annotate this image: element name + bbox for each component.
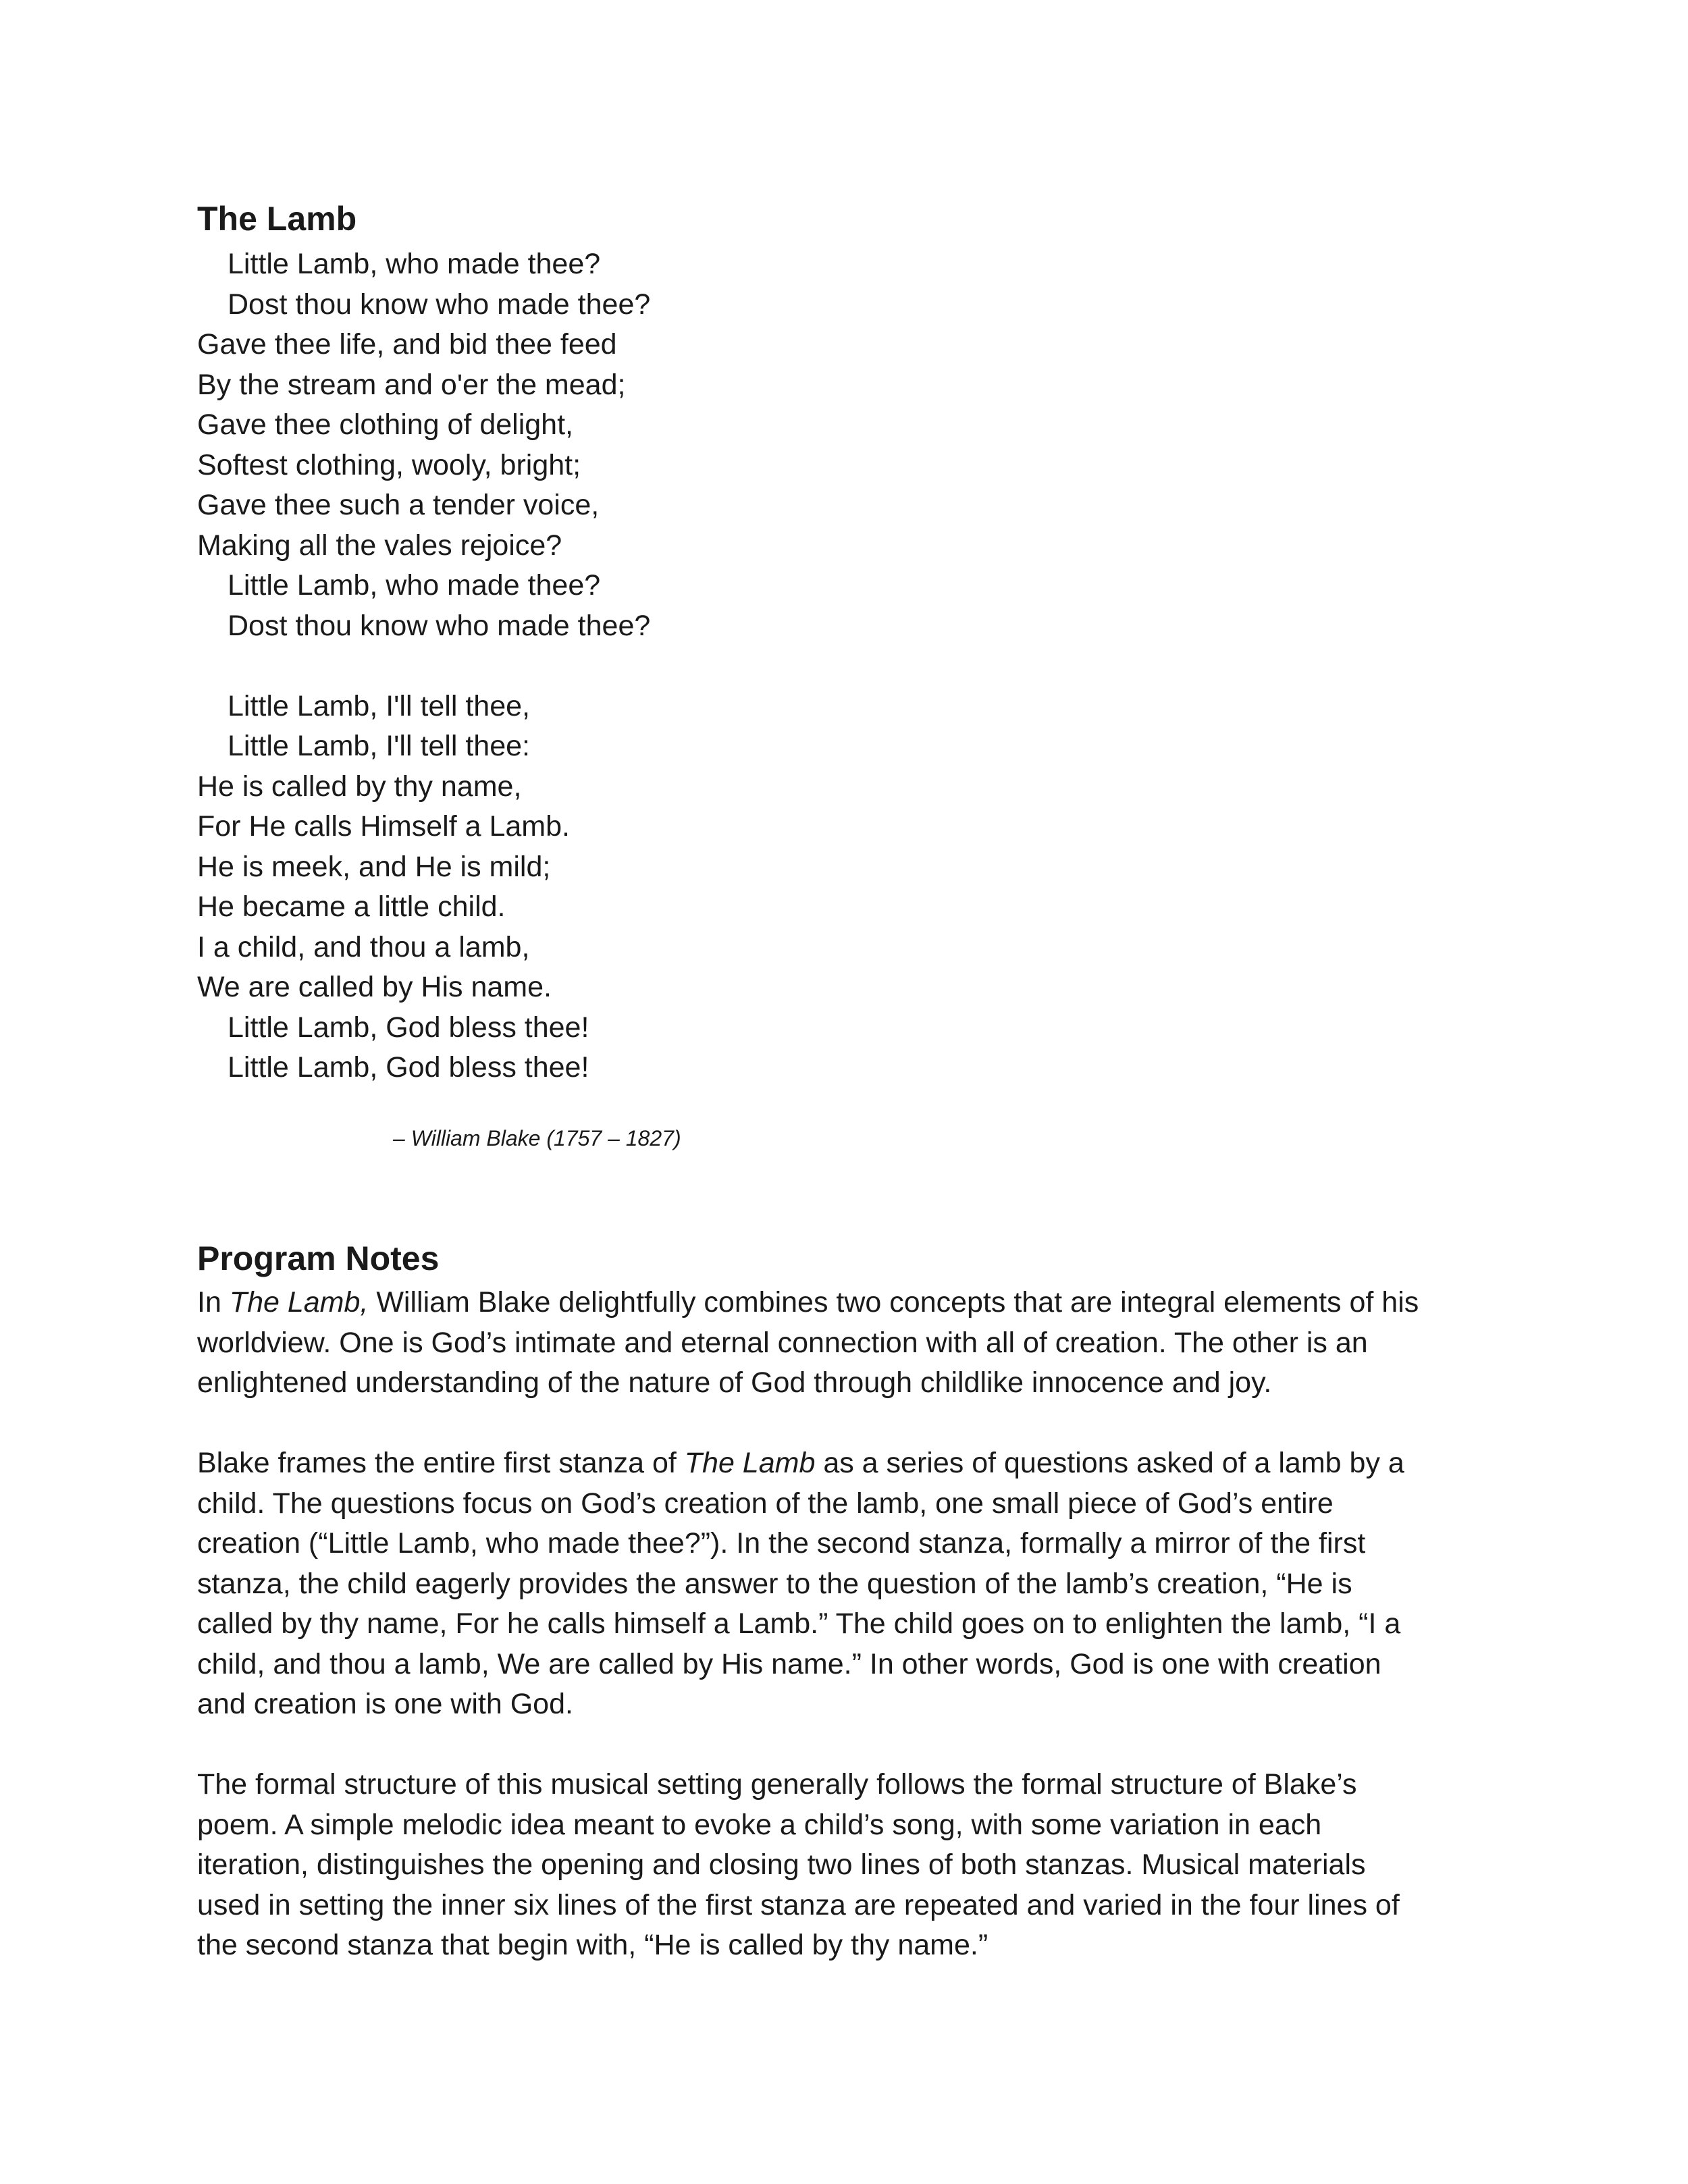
text-run: Blake frames the entire first stanza of (197, 1447, 685, 1479)
notes-paragraph-1 (197, 1283, 1548, 1404)
paragraph-line (197, 1283, 1548, 1323)
paragraph-line: creation (“Little Lamb, who made thee?”). In the second stanza, formally a mirror of the first (197, 1527, 1366, 1560)
program-notes-body (197, 1283, 1548, 2006)
poem-line: I a child, and thou a lamb, (197, 930, 530, 963)
paragraph-line: child, and thou a lamb, We are called by His name.” In other words, God is one with creation (197, 1647, 1381, 1680)
poem-line: Dost thou know who made thee? (228, 609, 651, 642)
paragraph-line: the second stanza that begin with, “He is called by thy name.” (197, 1929, 988, 1961)
poem-line: Little Lamb, God bless thee! (228, 1051, 589, 1084)
paragraph-line: and creation is one with God. (197, 1688, 573, 1720)
poem-line: By the stream and o'er the mead; (197, 368, 626, 401)
text-run: In (197, 1286, 230, 1319)
stanza-break (197, 646, 650, 687)
paragraph-line (197, 1443, 1548, 1484)
notes-paragraph-3 (197, 1765, 1548, 1966)
poem-line: Little Lamb, God bless thee! (228, 1011, 589, 1044)
italic-title: The Lamb (684, 1447, 816, 1479)
poem-attribution: – William Blake (1757 – 1827) (393, 1126, 681, 1150)
poem-body (197, 244, 650, 1088)
paragraph-line: The formal structure of this musical setting generally follows the formal structure of Blake’s (197, 1768, 1357, 1801)
paragraph-line: enlightened understanding of the nature of God through childlike innocence and joy. (197, 1366, 1272, 1399)
notes-paragraph-2 (197, 1443, 1548, 1725)
paragraph-line: called by thy name, For he calls himself a Lamb.” The child goes on to enlighten the lamb, “I a (197, 1607, 1401, 1640)
poem-line: He became a little child. (197, 890, 506, 923)
poem-line: Gave thee such a tender voice, (197, 489, 600, 521)
paragraph-line: stanza, the child eagerly provides the answer to the question of the lamb’s creation, “He is (197, 1567, 1352, 1600)
poem-line: Dost thou know who made thee? (228, 288, 651, 321)
poem-line: For He calls Himself a Lamb. (197, 810, 570, 843)
paragraph-line: child. The questions focus on God’s creation of the lamb, one small piece of God’s entire (197, 1487, 1334, 1520)
paragraph-line: used in setting the inner six lines of the first stanza are repeated and varied in the four lines of (197, 1888, 1400, 1921)
poem-line: Making all the vales rejoice? (197, 529, 562, 562)
text-run: as a series of questions asked of a lamb by a (815, 1447, 1404, 1479)
text-run: William Blake delightfully combines two concepts that are integral elements of his (368, 1286, 1419, 1319)
program-notes-title: Program Notes (197, 1240, 440, 1277)
paragraph-line: worldview. One is God’s intimate and eternal connection with all of creation. The other is an (197, 1326, 1368, 1359)
poem-line: Little Lamb, who made thee? (228, 569, 601, 602)
poem-line: Gave thee clothing of delight, (197, 408, 573, 441)
poem-line: Little Lamb, I'll tell thee: (228, 730, 530, 762)
poem-title: The Lamb (197, 200, 357, 238)
poem-line: Little Lamb, I'll tell thee, (228, 689, 530, 722)
poem-line: Softest clothing, wooly, bright; (197, 448, 581, 481)
poem-line: He is meek, and He is mild; (197, 850, 551, 883)
italic-title: The Lamb, (229, 1286, 369, 1319)
poem-line: He is called by thy name, (197, 770, 522, 803)
paragraph-line: poem. A simple melodic idea meant to evoke a child’s song, with some variation in each (197, 1808, 1322, 1841)
poem-line: We are called by His name. (197, 971, 552, 1003)
poem-line: Little Lamb, who made thee? (228, 248, 601, 280)
poem-line: Gave thee life, and bid thee feed (197, 328, 617, 361)
paragraph-line: iteration, distinguishes the opening and closing two lines of both stanzas. Musical materials (197, 1848, 1366, 1881)
